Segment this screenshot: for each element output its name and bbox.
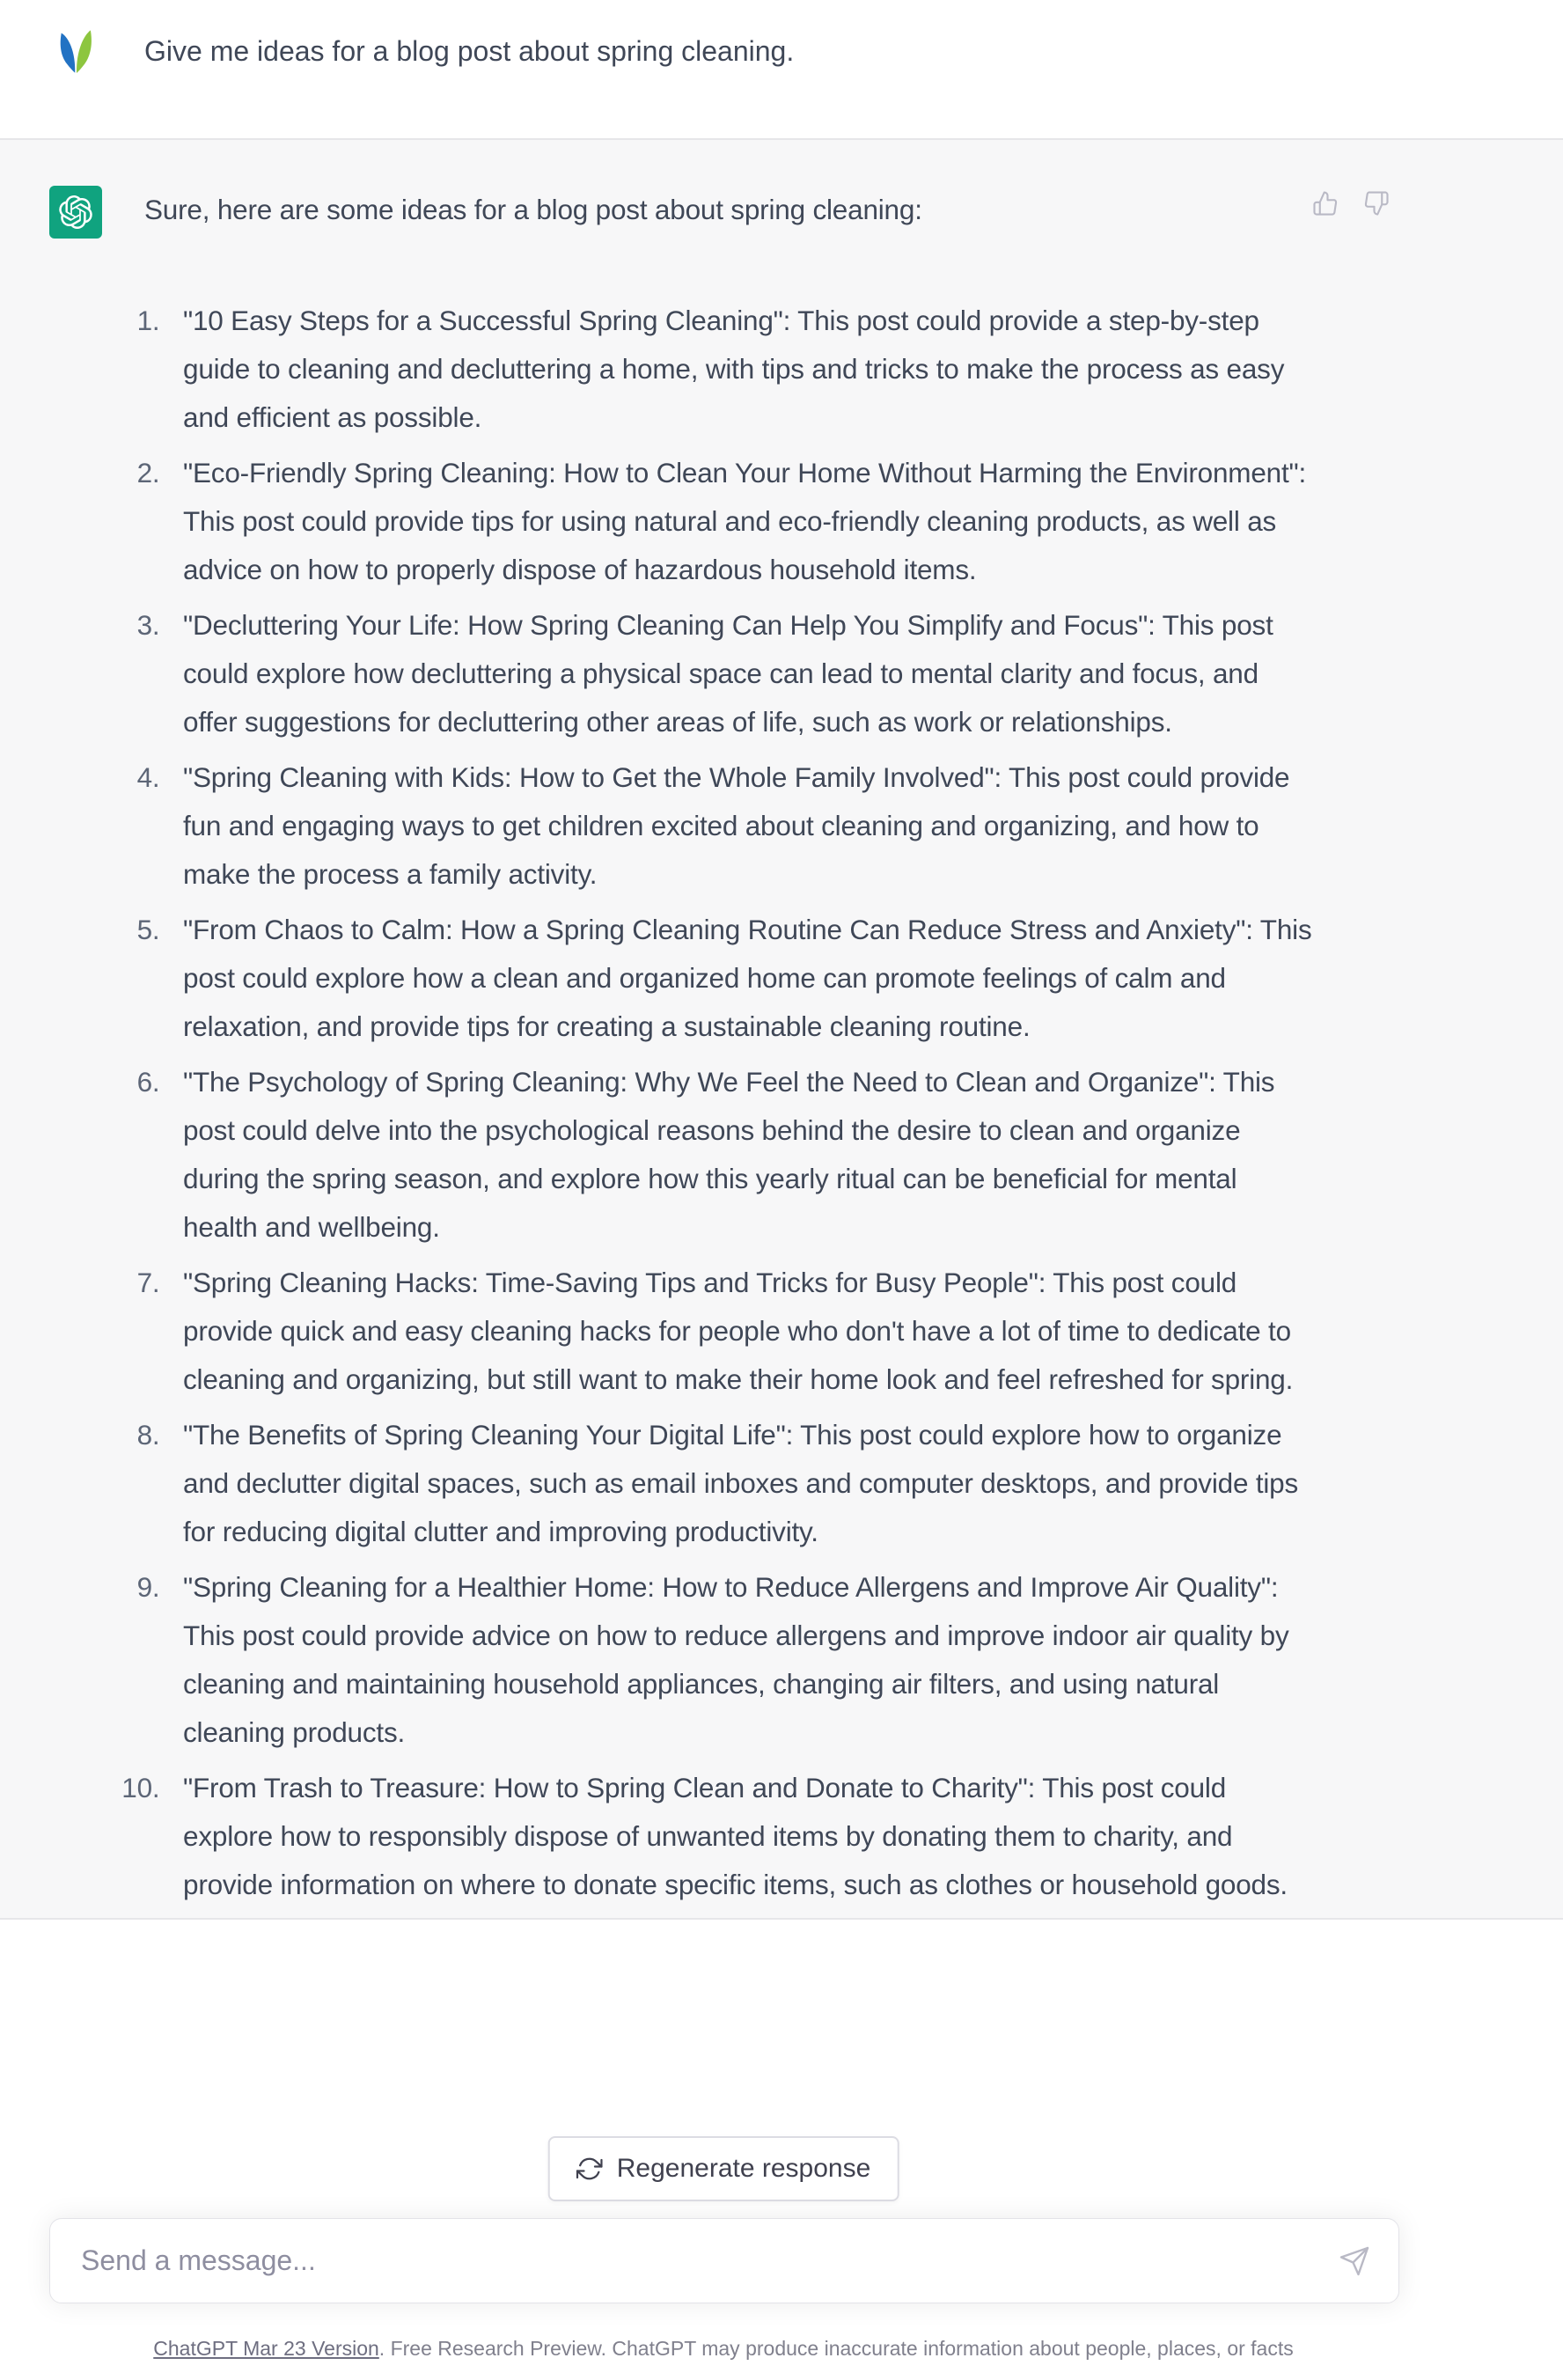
send-button[interactable]: [1337, 2244, 1372, 2279]
assistant-intro-text: Sure, here are some ideas for a blog post about spring cleaning:: [144, 194, 922, 225]
regenerate-label: Regenerate response: [616, 2154, 871, 2183]
user-avatar: [49, 26, 102, 79]
assistant-message-row: [0, 138, 1563, 1920]
bottom-bar: [0, 2104, 1563, 2380]
message-composer: [49, 2218, 1399, 2303]
openai-logo-icon: [59, 195, 92, 229]
user-logo-icon: [49, 26, 102, 79]
footer-note: [153, 2335, 1293, 2362]
message-input[interactable]: [79, 2219, 1311, 2303]
thumbs-down-icon[interactable]: [1362, 189, 1391, 217]
idea-item: 5. "From Chaos to Calm: How a Spring Cleaning Routine Can Reduce Stress and Anxiety": This post could explore how a clean and organized home can promote feelings of calm and relaxation, and provide tips for creating a sustainable cleaning routine.: [167, 906, 1315, 1051]
idea-item: 9. "Spring Cleaning for a Healthier Home: How to Reduce Allergens and Improve Air Quality": This post could provide advice on how to reduce allergens and improve indoor air quality by cleaning and maintaining household appliances, changing air filters, and using natural cleaning products.: [167, 1563, 1315, 1757]
paper-plane-icon: [1339, 2245, 1370, 2277]
refresh-icon: [576, 2156, 603, 2182]
idea-item: 1. "10 Easy Steps for a Successful Spring Cleaning": This post could provide a step-by-step guide to cleaning and decluttering a home, with tips and tricks to make the process as easy and efficient as possible.: [167, 297, 1315, 442]
idea-item: 10. "From Trash to Treasure: How to Spring Clean and Donate to Charity": This post could explore how to responsibly dispose of unwanted items by donating them to charity, and provide information on where to donate specific items, such as clothes or household goods.: [167, 1764, 1315, 1909]
user-message-text: Give me ideas for a blog post about spring cleaning.: [144, 35, 795, 67]
feedback-buttons: [1311, 189, 1391, 217]
user-message-row: [0, 0, 1563, 138]
idea-item: 7. "Spring Cleaning Hacks: Time-Saving Tips and Tricks for Busy People": This post could provide quick and easy cleaning hacks for people who don't have a lot of time to dedicate to cleaning and organizing, but still want to make their home look and feel refreshed for spring.: [167, 1259, 1315, 1404]
footer-disclaimer: . Free Research Preview. ChatGPT may produce inaccurate information about people, places, or facts: [378, 2337, 1294, 2360]
idea-item: 4. "Spring Cleaning with Kids: How to Get the Whole Family Involved": This post could provide fun and engaging ways to get children excited about cleaning and organizing, and how to make the process a family activity.: [167, 753, 1315, 899]
idea-item: 6. "The Psychology of Spring Cleaning: Why We Feel the Need to Clean and Organize": This post could delve into the psychological reasons behind the desire to clean and organize during the spring season, and explore how this yearly ritual can be beneficial for mental health and wellbeing.: [167, 1058, 1315, 1252]
assistant-avatar: [49, 186, 102, 239]
idea-item: 2. "Eco-Friendly Spring Cleaning: How to Clean Your Home Without Harming the Environment": This post could provide tips for using natural and eco-friendly cleaning products, as well as advice on how to properly dispose of hazardous household items.: [167, 449, 1315, 594]
idea-item: 8. "The Benefits of Spring Cleaning Your Digital Life": This post could explore how to organize and declutter digital spaces, such as email inboxes and computer desktops, and provide tips for reducing digital clutter and improving productivity.: [167, 1411, 1315, 1556]
ideas-list: [144, 297, 1315, 1909]
thumbs-up-icon[interactable]: [1311, 189, 1339, 217]
regenerate-button[interactable]: [548, 2136, 899, 2201]
idea-item: 3. "Decluttering Your Life: How Spring Cleaning Can Help You Simplify and Focus": This post could explore how decluttering a physical space can lead to mental clarity and focus, and offer suggestions for decluttering other areas of life, such as work or relationships.: [167, 601, 1315, 746]
version-link[interactable]: ChatGPT Mar 23 Version: [153, 2337, 379, 2360]
